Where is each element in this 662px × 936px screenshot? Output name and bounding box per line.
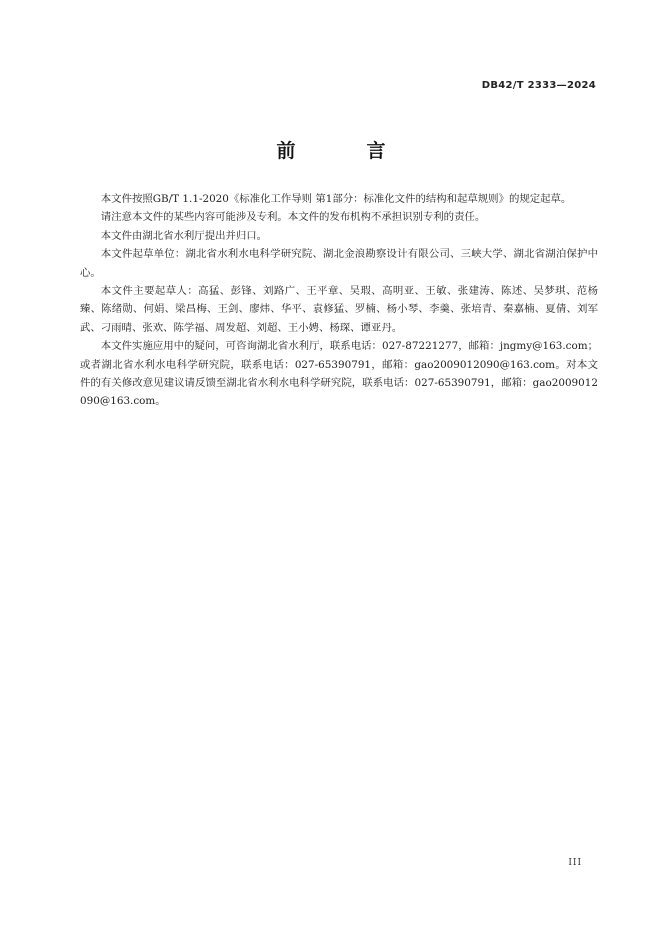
- foreword-body: [80, 190, 598, 411]
- paragraph-drafting-units: 本文件起草单位：湖北省水利水电科学研究院、湖北金浪勘察设计有限公司、三峡大学、湖北省湖泊保护中心。: [80, 248, 598, 279]
- standard-code: DB42/T 2333—2024: [481, 80, 596, 91]
- page-number: III: [568, 858, 582, 868]
- paragraph-proposer: 本文件由湖北省水利厅提出并归口。: [100, 229, 268, 242]
- paragraph-patent-notice: 请注意本文件的某些内容可能涉及专利。本文件的发布机构不承担识别专利的责任。: [100, 211, 486, 224]
- paragraph-contact-info: 本文件实施应用中的疑问，可咨询湖北省水利厅，联系电话：027-87221277，邮箱：jngmy@163.com；或者湖北省水利水电科学研究院，联系电话：027-65390791，邮箱：gao2009012090@163.com。对本文件的有关修改意见建议请反馈至湖北省水利水电科学研究院，联系电话：027-65390791，邮箱：gao2009012090@163.com。: [80, 340, 598, 408]
- paragraph-drafting-rules: 本文件按照GB/T 1.1-2020《标准化工作导则 第1部分：标准化文件的结构和起草规则》的规定起草。: [100, 193, 572, 205]
- paragraph-drafters: 本文件主要起草人：高猛、彭锋、刘路广、王平章、吴瑕、高明亚、王敏、张建涛、陈述、吴梦琪、范杨臻、陈绪勋、何娟、梁昌梅、王剑、廖炜、华平、袁修猛、罗楠、杨小琴、李羹、张培青、秦嘉楠、夏倩、刘军武、刁雨晴、张欢、陈学福、周发超、刘超、王小娉、杨琛、谭亚丹。: [80, 285, 598, 334]
- page-title: 前 言: [276, 140, 412, 162]
